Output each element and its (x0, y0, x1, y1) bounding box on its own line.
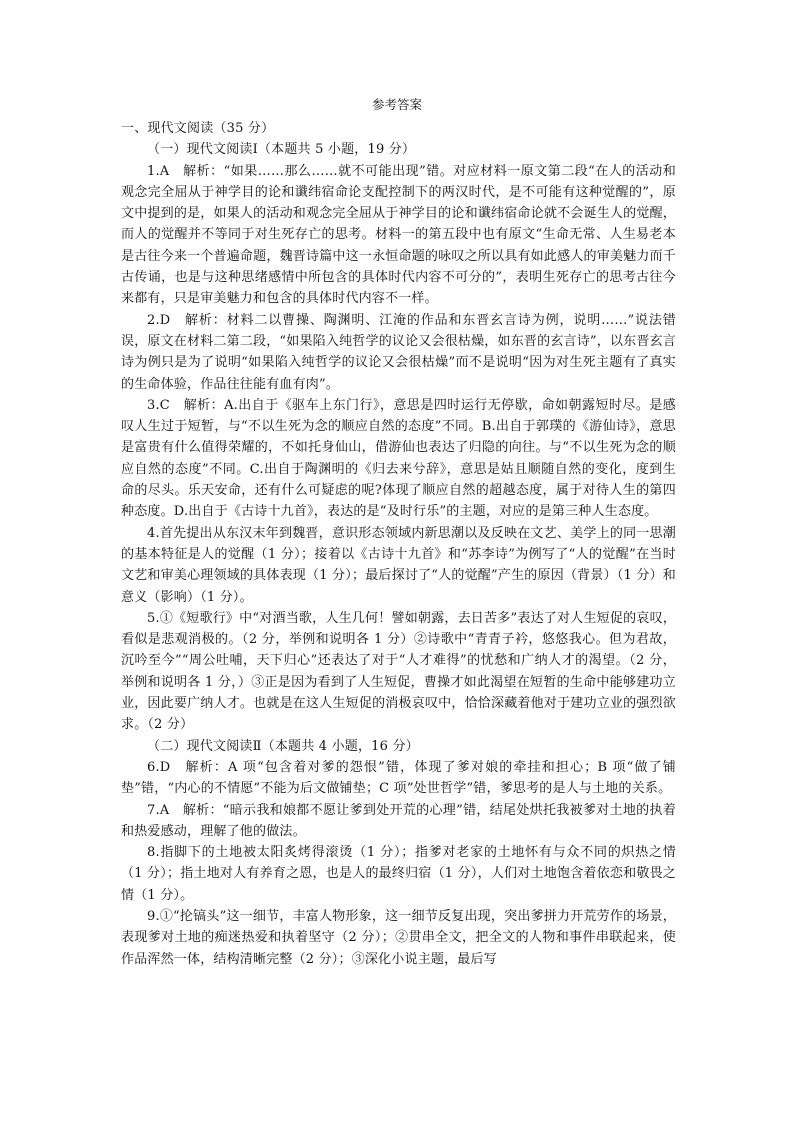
answer-content (121, 118, 676, 970)
answer-paragraph: 8.指脚下的土地被太阳炙烤得滚烫（1 分）；指爹对老家的土地怀有与众不同的炽热之情（1 分）；指土地对人有养育之恩，也是人的最终归宿（1 分），人们对土地饱含着依恋和敬畏之情（1 分）。 (121, 845, 676, 903)
answer-paragraph: 6.D 解析：A 项“包含着对爹的怨恨”错，体现了爹对娘的牵挂和担心；B 项“做了铺垫”错，“内心的不情愿”不能为后文做铺垫；C 项”处世哲学”错，爹思考的是人与土地的关系。 (121, 759, 676, 797)
answer-paragraph: 3.C 解析：A.出自于《驱车上东门行》，意思是四时运行无停歇，命如朝露短时尽。是感叹人生过于短暂，与“不以生死为念的顺应自然的态度”不同。B.出自于郭璞的《游仙诗》，意思是富贵有什么值得荣耀的，不如托身仙山，借游仙也表达了归隐的向往。与“不以生死为念的顺应自然的态度”不同。C.出自于陶渊明的《归去来兮辞》，意思是姑且顺随自然的变化，度到生命的尽头。乐天安命，还有什么可疑虑的呢?体现了顺应自然的超越态度，属于对待人生的第四种态度。D.出自于《古诗十九首》，表达的是“及时行乐”的主题，对应的是第三种人生态度。 (121, 397, 676, 520)
answer-paragraph: 5.①《短歌行》中“对酒当歌，人生几何！譬如朝露，去日苦多”表达了对人生短促的哀叹，看似是悲观消极的。（2 分，举例和说明各 1 分）②诗歌中“青青子衿，悠悠我心。但为君故，沉吟至今”“周公吐哺，天下归心”还表达了对于“人才难得”的忧愁和广纳人才的渴望。（2 分，举例和说明各 1 分，）③正是因为看到了人生短促，曹操才如此渴望在短暂的生命中能够建功立业，因此要广纳人才。也就是在这人生短促的消极哀叹中，恰恰深藏着他对于建功立业的强烈欲求。（2 分） (121, 610, 676, 733)
answer-paragraph: 9.①“抡镐头”这一细节，丰富人物形象，这一细节反复出现，突出爹拼力开荒劳作的场景，表现爹对土地的痴迷热爱和执着坚守（2 分）；②贯串全文，把全文的人物和事件串联起来，使作品浑然一体，结构清晰完整（2 分）；③深化小说主题，最后写 (121, 908, 676, 967)
answer-paragraph: 2.D 解析：材料二以曹操、陶渊明、江淹的作品和东晋玄言诗为例，说明……”说法错误，原文在材料二第二段，“如果陷入纯哲学的议论又会很枯燥，如东晋的玄言诗”，以东晋玄言诗为例只是为了说明“如果陷入纯哲学的议论又会很枯燥”而不是说明“因为对生死主题有了真实的生命体验，作品往往能有血有肉”。 (121, 312, 676, 392)
answer-paragraph: 1.A 解析：“如果……那么……就不可能出现”错。对应材料一原文第二段“在人的活动和观念完全屈从于神学目的论和谶纬宿命论支配控制下的两汉时代，是不可能有这种觉醒的”，原文中提到的是，如果人的活动和观念完全屈从于神学目的论和谶纬宿命论就不会诞生人的觉醒，而人的觉醒并不等同于对生死存亡的思考。材料一的第五段中也有原文“生命无常、人生易老本是古往今来一个普遍命题，魏晋诗篇中这一永恒命题的咏叹之所以具有如此感人的审美魅力而千古传诵，也是与这种思绪感情中所包含的具体时代内容不可分的”，表明生死存亡的思考古往今来都有，只是审美魅力和包含的具体时代内容不一样。 (121, 163, 676, 307)
subsection-heading: （一）现代文阅读Ⅰ（本题共 5 小题，19 分） (147, 142, 416, 158)
page-title: 参考答案 (371, 97, 422, 112)
subsection-heading: （二）现代文阅读Ⅱ（本题共 4 小题，16 分） (147, 738, 419, 754)
answer-paragraph: 4.首先提出从东汉末年到魏晋，意识形态领域内新思潮以及反映在文艺、美学上的同一思潮的基本特征是人的觉醒（1 分）；接着以《古诗十九首》和“苏李诗”为例写了“人的觉醒”在当时文艺和审美心理领域的具体表现（1 分）；最后探讨了“人的觉醒”产生的原因（背景）（1 分）和意义（影响）（1 分）。 (121, 525, 676, 605)
answer-paragraph: 7.A 解析：“暗示我和娘都不愿让爹到处开荒的心理”错，结尾处烘托我被爹对土地的执着和热爱感动，理解了他的做法。 (121, 802, 676, 839)
section-heading: 一、现代文阅读（35 分） (121, 121, 275, 136)
